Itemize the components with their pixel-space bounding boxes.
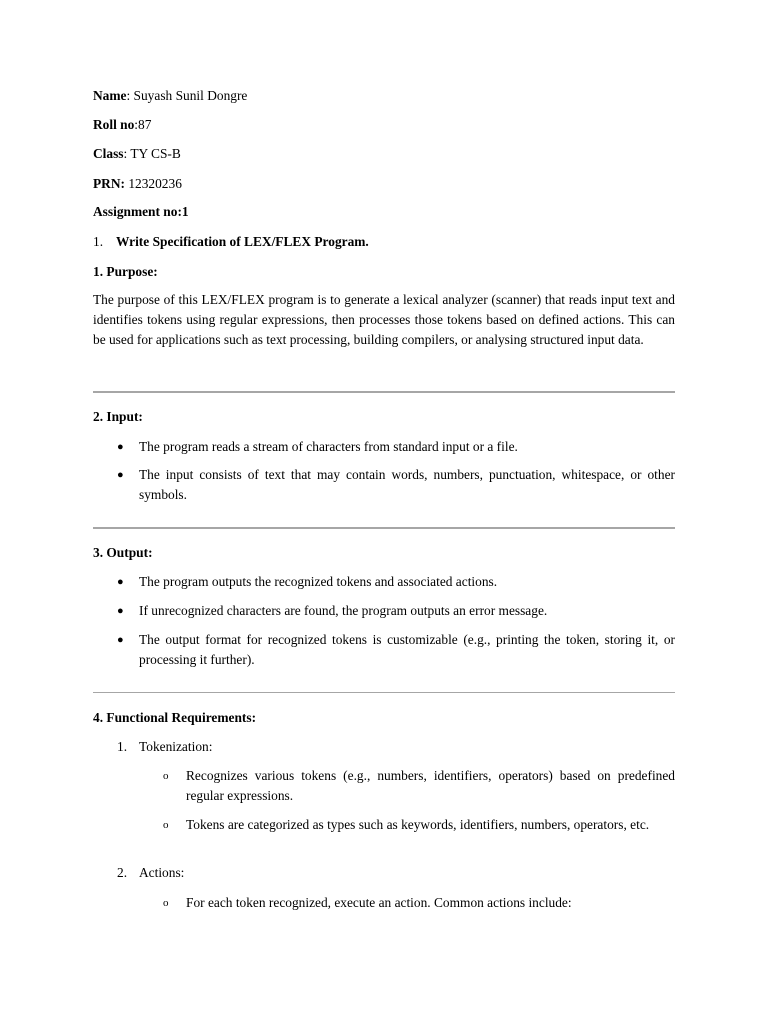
divider: [93, 391, 675, 393]
circle-bullet-icon: o: [163, 770, 169, 782]
assignment-number: Assignment no:1: [93, 204, 189, 219]
sub-list-item-text: Tokens are categorized as types such as keywords, identifiers, numbers, operators, etc.: [186, 817, 650, 832]
roll-label: Roll no: [93, 117, 135, 132]
divider: [93, 692, 675, 693]
bullet-icon: ●: [117, 576, 124, 588]
bullet-icon: ●: [117, 441, 124, 453]
sub-list-item-text: Recognizes various tokens (e.g., numbers, identifiers, operators) based on predefined regular expressions.: [186, 768, 675, 803]
purpose-paragraph: The purpose of this LEX/FLEX program is to generate a lexical analyzer (scanner) that reads input text and identifies tokens using regular expressions, then processes those tokens based on defined actions. This can be used for applications such as text processing, building compilers, or analysing structured input data.: [93, 292, 675, 348]
prn-value: 12320236: [124, 176, 182, 191]
list-item-text: The program reads a stream of characters from standard input or a file.: [139, 439, 518, 454]
item-label: Actions:: [139, 865, 185, 880]
output-heading: 3. Output:: [93, 545, 153, 560]
functional-requirements-heading: 4. Functional Requirements:: [93, 710, 257, 725]
bullet-icon: ●: [117, 605, 124, 617]
input-heading: 2. Input:: [93, 409, 143, 424]
list-item-text: The input consists of text that may contain words, numbers, punctuation, whitespace, or other symbols.: [139, 467, 675, 502]
purpose-heading: 1. Purpose:: [93, 264, 158, 279]
item-number: 2.: [117, 865, 128, 880]
class-value: : TY CS-B: [123, 146, 181, 161]
class-line: [93, 144, 181, 164]
prn-label: PRN:: [93, 176, 125, 191]
item-label: Tokenization:: [139, 739, 213, 754]
name-label: Name: [93, 88, 127, 103]
name-line: [93, 86, 247, 106]
item-number: 1.: [117, 739, 128, 754]
list-item-text: The output format for recognized tokens is customizable (e.g., printing the token, storing it, or processing it further).: [139, 632, 675, 667]
class-label: Class: [93, 146, 124, 161]
roll-line: [93, 115, 151, 135]
list-item-text: The program outputs the recognized tokens and associated actions.: [139, 574, 498, 589]
list-item-text: If unrecognized characters are found, the program outputs an error message.: [139, 603, 548, 618]
name-value: : Suyash Sunil Dongre: [126, 88, 248, 103]
task-title-line: [93, 232, 369, 252]
circle-bullet-icon: o: [163, 819, 169, 831]
task-number: 1.: [93, 234, 104, 249]
prn-line: [93, 174, 182, 194]
roll-value: :87: [134, 117, 152, 132]
bullet-icon: ●: [117, 634, 124, 646]
sub-list-item-text: For each token recognized, execute an action. Common actions include:: [186, 895, 572, 910]
divider: [93, 527, 675, 529]
bullet-icon: ●: [117, 469, 124, 481]
circle-bullet-icon: o: [163, 897, 169, 909]
task-title: Write Specification of LEX/FLEX Program.: [116, 234, 369, 249]
